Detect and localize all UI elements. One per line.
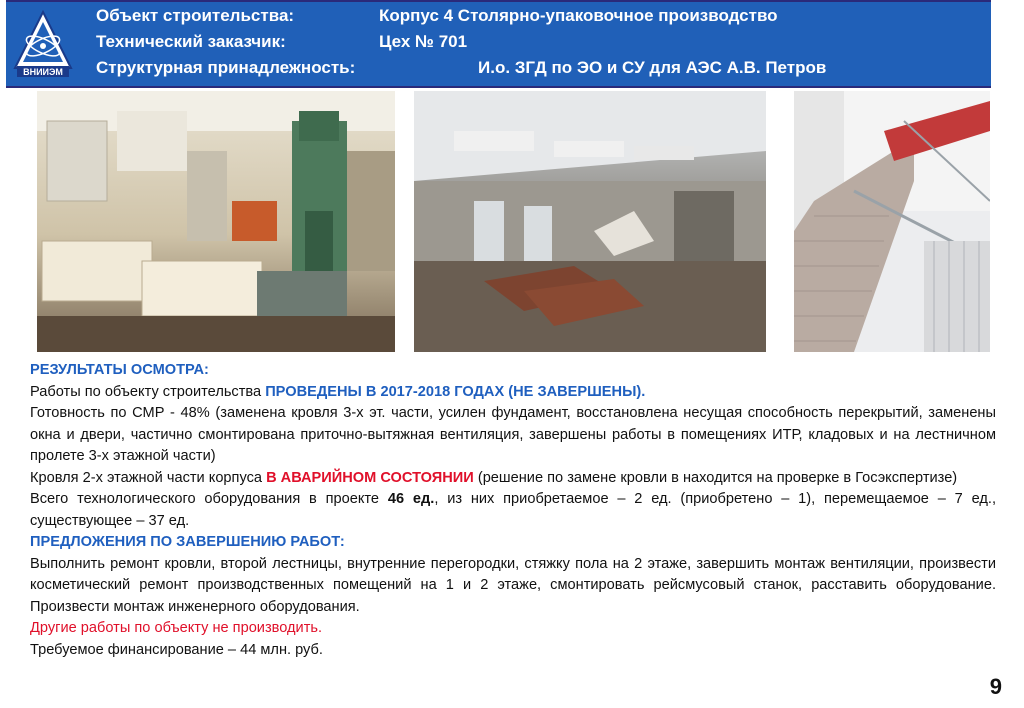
paragraph-proposals: Выполнить ремонт кровли, второй лестницы, внутренние перегородки, стяжку пола на 2 этаже, завершить монтаж вентиляции, произвести косметический ремонт производственных помещений на 1 и 2 этаже, смонтировать рейсмусовый станок, расставить оборудование. Произвести монтаж инженерного оборудования. (30, 555, 996, 615)
header-row-object (96, 6, 976, 28)
logo-text: ВНИИЭМ (23, 67, 63, 77)
header-label: Технический заказчик: (96, 32, 286, 51)
header-label: Структурная принадлежность: (96, 58, 356, 77)
header-value: Корпус 4 Столярно-упаковочное производство (379, 6, 778, 25)
photo-production-hall (414, 91, 766, 352)
paragraph-funding: Требуемое финансирование – 44 млн. руб. (30, 641, 323, 658)
header-label: Объект строительства: (96, 6, 295, 25)
equipment-count: 46 ед. (387, 491, 435, 507)
paragraph-equipment (30, 489, 996, 532)
paragraph-text: Всего технологического оборудования в проекте (30, 491, 388, 507)
paragraph-no-other-works: Другие работы по объекту не производить. (30, 620, 323, 636)
header-banner (6, 0, 991, 88)
photo-workshop-machines (37, 91, 395, 352)
photo-staircase (794, 91, 990, 352)
paragraph-text: (решение по замене кровли в находится на проверке в Госэкспертизе) (473, 469, 958, 486)
paragraph-text: , из них приобретаемое – 2 ед. (приобретено – 1), перемещаемое – 7 ед., существующее – 37 ед. (30, 491, 996, 529)
page-number: 9 (989, 674, 1002, 699)
proposals-heading: ПРЕДЛОЖЕНИЯ ПО ЗАВЕРШЕНИЮ РАБОТ: (30, 534, 345, 550)
paragraph-readiness: Готовность по СМР - 48% (заменена кровля 3-х эт. части, усилен фундамент, восстановлена несущая способность перекрытий, заменены окна и двери, частично смонтирована приточно-вытяжная вентиляция, завершены работы в помещениях ИТР, кладовых и на лестничном пролете 3-х этажной части) (30, 405, 996, 464)
paragraph-text: Кровля 2-х этажной части корпуса (30, 469, 267, 486)
emergency-state-highlight: В АВАРИЙНОМ СОСТОЯНИИ (266, 469, 474, 486)
header-row-customer (96, 32, 976, 54)
header-value: Цех № 701 (379, 32, 468, 51)
results-heading: РЕЗУЛЬТАТЫ ОСМОТРА: (30, 362, 209, 378)
paragraph-roof-condition (30, 468, 996, 490)
paragraph-works-status (30, 382, 996, 404)
header-value: И.о. ЗГД по ЭО и СУ для АЭС А.В. Петров (478, 58, 827, 77)
vniiem-logo (13, 10, 73, 78)
works-period-highlight: ПРОВЕДЕНЫ В 2017-2018 ГОДАХ (НЕ ЗАВЕРШЕНЫ). (265, 383, 646, 400)
header-row-affiliation (96, 58, 976, 80)
report-text (30, 360, 996, 661)
paragraph-text: Работы по объекту строительства (30, 383, 266, 400)
